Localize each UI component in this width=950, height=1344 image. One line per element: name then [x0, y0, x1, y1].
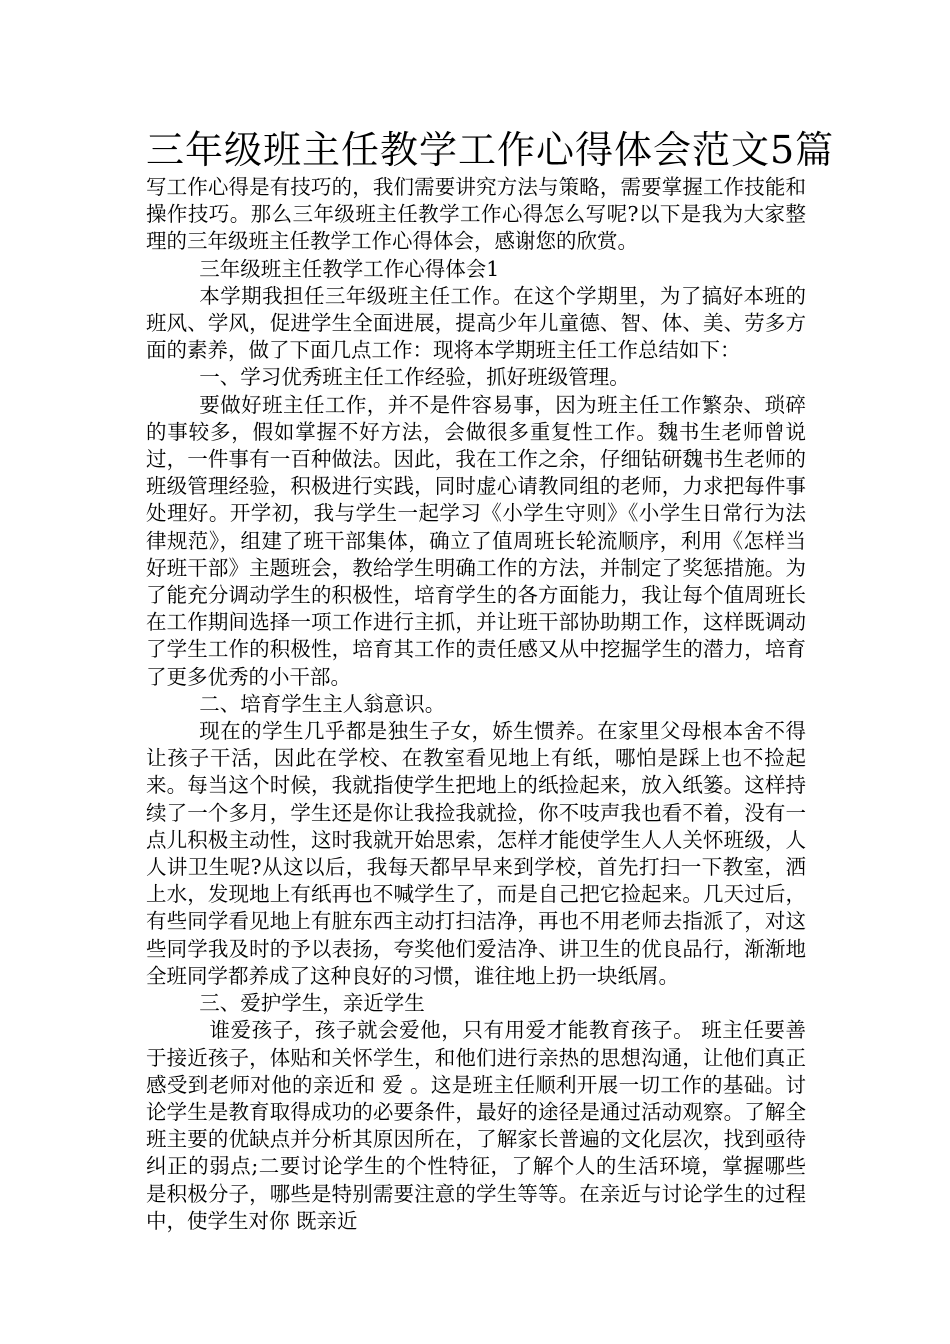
body-paragraph: 谁爱孩子，孩子就会爱他，只有用爱才能教育孩子。 班主任要善于接近孩子，体贴和关怀学生，和他们进行亲热的思想沟通，让他们真正感受到老师对他的亲近和 爱 。这是班主任顺利开展一切工作的基础。讨论学生是教育取得成功的必要条件，最好的途径是通过活动观察。了解全班主要的优缺点并分析其原因所在，了解家长普遍的文化层次，找到亟待纠正的弱点;二要讨论学生的个性特征，了解个人的生活环境，掌握哪些是积极分子，哪些是特别需要注意的学生等等。在亲近与讨论学生的过程中，使学生对你 既亲近	[146, 1018, 806, 1233]
document-title: 三年级班主任教学工作心得体会范文5篇	[146, 128, 835, 172]
document-body	[146, 174, 806, 1235]
section-heading: 三年级班主任教学工作心得体会1	[199, 256, 500, 281]
section-heading: 二、培育学生主人翁意识。	[199, 691, 446, 716]
section-heading: 一、学习优秀班主任工作经验，抓好班级管理。	[199, 365, 630, 390]
body-paragraph: 要做好班主任工作，并不是件容易事，因为班主任工作繁杂、琐碎的事较多，假如掌握不好方法，会做很多重复性工作。魏书生老师曾说过，一件事有一百种做法。因此，我在工作之余，仔细钻研魏书生老师的班级管理经验，积极进行实践，同时虚心请教同组的老师，力求把每件事处理好。开学初，我与学生一起学习《小学生守则》《小学生日常行为法律规范》，组建了班干部集体，确立了值周班长轮流顺序，利用《怎样当好班干部》主题班会，教给学生明确工作的方法，并制定了奖惩措施。为了能充分调动学生的积极性，培育学生的各方面能力，我让每个值周班长在工作期间选择一项工作进行主抓，并让班干部协助期工作，这样既调动了学生工作的积极性，培育其工作的责任感又从中挖掘学生的潜力，培育了更多优秀的小干部。	[146, 392, 806, 689]
body-paragraph: 本学期我担任三年级班主任工作。在这个学期里，为了搞好本班的班风、学风，促进学生全面进展，提高少年儿童德、智、体、美、劳多方面的素养，做了下面几点工作：现将本学期班主任工作总结如下：	[146, 283, 806, 363]
body-paragraph: 现在的学生几乎都是独生子女，娇生惯养。在家里父母根本舍不得让孩子干活，因此在学校、在教室看见地上有纸，哪怕是踩上也不捡起来。每当这个时候，我就指使学生把地上的纸捡起来，放入纸篓。这样持续了一个多月，学生还是你让我捡我就捡，你不吱声我也看不着，没有一点儿积极主动性，这时我就开始思索，怎样才能使学生人人关怀班级，人人讲卫生呢?从这以后，我每天都早早来到学校，首先打扫一下教室，洒上水，发现地上有纸再也不喊学生了，而是自己把它捡起来。几天过后，有些同学看见地上有脏东西主动打扫洁净，再也不用老师去指派了，对这些同学我及时的予以表扬，夸奖他们爱洁净、讲卫生的优良品行，渐渐地全班同学都养成了这种良好的习惯，谁往地上扔一块纸屑。	[146, 719, 806, 988]
intro-paragraph: 写工作心得是有技巧的，我们需要讲究方法与策略，需要掌握工作技能和操作技巧。那么三年级班主任教学工作心得怎么写呢?以下是我为大家整理的三年级班主任教学工作心得体会，感谢您的欣赏。	[146, 175, 806, 254]
section-heading: 三、爱护学生，亲近学生	[199, 991, 425, 1016]
